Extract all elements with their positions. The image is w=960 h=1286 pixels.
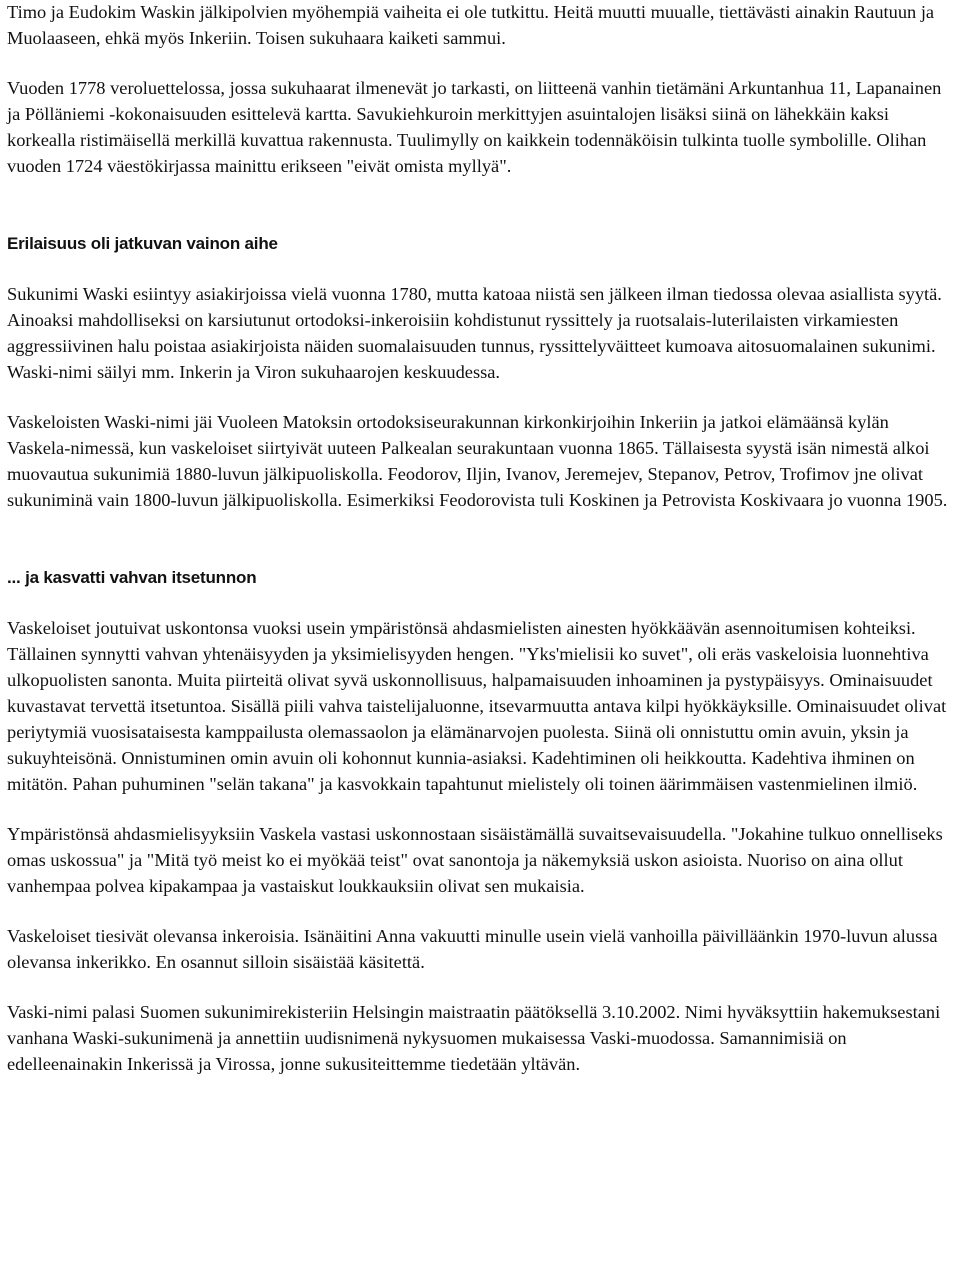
paragraph-section2-1: Vaskeloiset joutuivat uskontonsa vuoksi usein ympäristönsä ahdasmielisten ainesten hyökkäävän asennoitumisen kohteiksi. Tällainen synnytti vahvan yhtenäisyyden ja yksimielisyyden hengen. "Yks'mielisii ko suvet", oli eräs vaskeloisia luonnehtiva ulkopuolisten sanonta. Muita piirteitä olivat syvä uskonnollisuus, halpamaisuuden inhoaminen ja pystypäisyys. Ominaisuudet kuvastavat tervettä itsetuntoa. Sisällä piili vahva taistelijaluonne, itsevarmuutta antava kilpi hyökkäyksille. Ominaisuudet olivat periytymiä vuosisataisesta kamppailusta olemassaolon ja elämänarvojen puolesta. Siinä oli onnistuttu omin avuin, yksin ja sukuyhteisönä. Onnistuminen omin avuin oli kohonnut kunnia-asiaksi. Kadehtiminen oli heikkoutta. Kadehtiva ihminen on mitätön. Pahan puhuminen "selän takana" ja kasvokkain tapahtunut mielistely oli toinen äärimmäisen vastenmielinen ilmiö. <box>7 618 947 794</box>
paragraph-intro-1: Timo ja Eudokim Waskin jälkipolvien myöhempiä vaiheita ei ole tutkittu. Heitä muutti muualle, tiettävästi ainakin Rautuun ja Muolaaseen, ehkä myös Inkeriin. Toisen sukuhaara kaiketi sammui. <box>7 2 935 48</box>
paragraph-section2-3: Vaskeloiset tiesivät olevansa inkeroisia. Isänäitini Anna vakuutti minulle usein vielä vanhoilla päivilläänkin 1970-luvun alussa olevansa inkerikko. En osannut silloin sisäistää käsitettä. <box>7 926 938 972</box>
paragraph-section2-4: Vaski-nimi palasi Suomen sukunimirekisteriin Helsingin maistraatin päätöksellä 3.10.2002. Nimi hyväksyttiin hakemuksestani vanhana Waski-sukunimenä ja annettiin uudisnimenä nykysuomen mukaisessa Vaski-muodossa. Samannimisiä on edelleenainakin Inkerissä ja Virossa, jonne sukusiteittemme tiedetään yltävän. <box>7 1002 941 1074</box>
paragraph-section1-1: Sukunimi Waski esiintyy asiakirjoissa vielä vuonna 1780, mutta katoaa niistä sen jälkeen ilman tiedossa olevaa asiallista syytä. Ainoaksi mahdolliseksi on karsiutunut ortodoksi-inkeroisiin kohdistunut ryssittely ja ruotsalais-luterilaisten virkamiesten aggressiivinen halu poistaa asiakirjoista näiden suomalaisuuden tunnus, ryssittelyväitteet kumoava aitosuomalainen sukunimi. Waski-nimi säilyi mm. Inkerin ja Viron sukuhaarojen keskuudessa. <box>7 284 942 382</box>
paragraph-section1-2: Vaskeloisten Waski-nimi jäi Vuoleen Matoksin ortodoksiseurakunnan kirkonkirjoihin Inkeriin ja jatkoi elämäänsä kylän Vaskela-nimessä, kun vaskeloiset siirtyivät uuteen Palkealan seurakuntaan vuonna 1865. Tällaisesta syystä isän nimestä alkoi muovautua sukunimiä 1880-luvun jälkipuoliskolla. Feodorov, Iljin, Ivanov, Jeremejev, Stepanov, Petrov, Trofimov jne olivat sukuniminä vain 1800-luvun jälkipuoliskolla. Esimerkiksi Feodorovista tuli Koskinen ja Petrovista Koskivaara jo vuonna 1905. <box>7 412 948 510</box>
section-heading-itsetunto: ... ja kasvatti vahvan itsetunnon <box>7 568 257 587</box>
document-body <box>7 0 955 1077</box>
paragraph-intro-2: Vuoden 1778 veroluettelossa, jossa sukuhaarat ilmenevät jo tarkasti, on liitteenä vanhin tietämäni Arkuntanhua 11, Lapanainen ja Pölläniemi -kokonaisuuden esittelevä kartta. Savukiehkuroin merkittyjen asuintalojen lisäksi siinä on lähekkäin kaksi korkealla ristimäisellä merkillä kuvattua rakennusta. Tuulimylly on kaikkein todennäköisin tulkinta tuolle symbolille. Olihan vuoden 1724 väestökirjassa mainittu erikseen "eivät omista myllyä". <box>7 78 942 176</box>
section-heading-erilaisuus: Erilaisuus oli jatkuvan vainon aihe <box>7 234 278 253</box>
paragraph-section2-2: Ympäristönsä ahdasmielisyyksiin Vaskela vastasi uskonnostaan sisäistämällä suvaitsevaisuudella. "Jokahine tulkuo onnelliseks omas uskossua" ja "Mitä työ meist ko ei myökää teist" ovat sanontoja ja näkemyksiä uskon asioista. Nuoriso on aina ollut vanhempaa polvea kipakampaa ja vastaiskut loukkauksiin olivat sen mukaisia. <box>7 824 943 896</box>
